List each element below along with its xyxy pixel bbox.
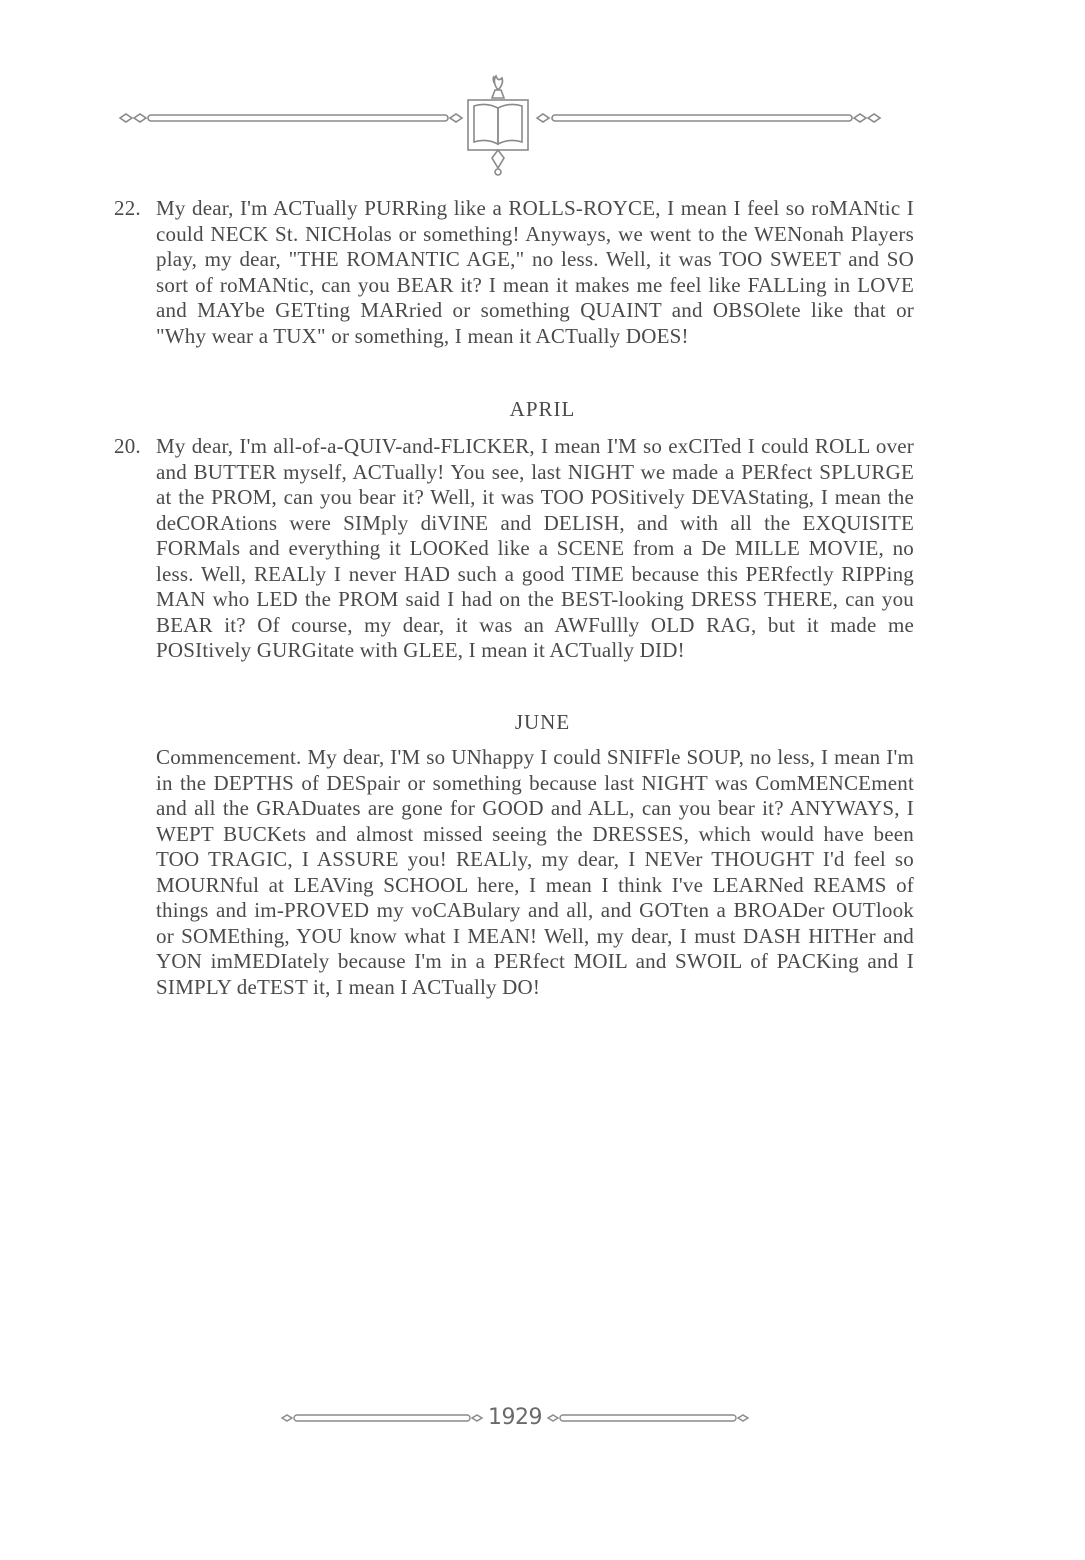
entry-number: 22.	[114, 196, 141, 220]
entry-number: 20.	[114, 434, 141, 458]
entry-paragraph: Commencement. My dear, I'M so UNhappy I could SNIFFle SOUP, no less, I mean I'm in the DEPTHS of DESpair or something because last NIGHT was ComMENCEment and all the GRADuates are gone for GOOD and ALL, can you bear it? ANYWAYS, I WEPT BUCKets and almost missed seeing the DRESSES, which would have been TOO TRAGIC, I ASSURE you! REALly, my dear, I NEVer THOUGHT I'd feel so MOURNful at LEAVing SCHOOL here, I mean I think I've LEARNed REAMS of things and im-PROVED my voCABulary and all, and GOTten a BROADer OUTlook or SOMEthing, YOU know what I MEAN! Well, my dear, I must DASH HITHer and YON imMEDIately because I'm in a PERfect MOIL and SWOIL of PACKing and I SIMPLY deTEST it, I mean I ACTually DO!	[156, 745, 914, 999]
month-heading-april: APRIL	[509, 397, 576, 421]
book-torch-ornament	[112, 72, 887, 180]
page-year: 1929	[488, 1405, 542, 1430]
entry-paragraph: My dear, I'm ACTually PURRing like a ROLLS-ROYCE, I mean I feel so roMANtic I could NECK St. NICHolas or something! Anyways, we went to the WENonah Players play, my dear, "THE ROMANTIC AGE," no less. Well, it was TOO SWEET and SO sort of roMANtic, can you BEAR it? I mean it makes me feel like FALLing in LOVE and MAYbe GETting MARried or something QUAINT and OBSOlete like that or "Why wear a TUX" or something, I mean it ACTually DOES!	[156, 196, 914, 348]
month-heading-june: JUNE	[514, 710, 571, 734]
footer-year-ornament	[280, 1404, 750, 1434]
entry-paragraph: My dear, I'm all-of-a-QUIV-and-FLICKER, I mean I'M so exCITed I could ROLL over and BUTTER myself, ACTually! You see, last NIGHT we made a PERfect SPLURGE at the PROM, can you bear it? Well, it was TOO POSitively DEVAStating, I mean the deCORAtions were SIMply diVINE and DELISH, and with all the EXQUISITE FORMals and everything it LOOKed like a SCENE from a De MILLE MOVIE, no less. Well, REALly I never HAD such a good TIME because this PERfectly RIPPing MAN who LED the PROM said I had on the BEST-looking DRESS THERE, can you BEAR it? Of course, my dear, it was an AWFullly OLD RAG, but it made me POSItively GURGitate with GLEE, I mean it ACTually DID!	[156, 434, 914, 662]
